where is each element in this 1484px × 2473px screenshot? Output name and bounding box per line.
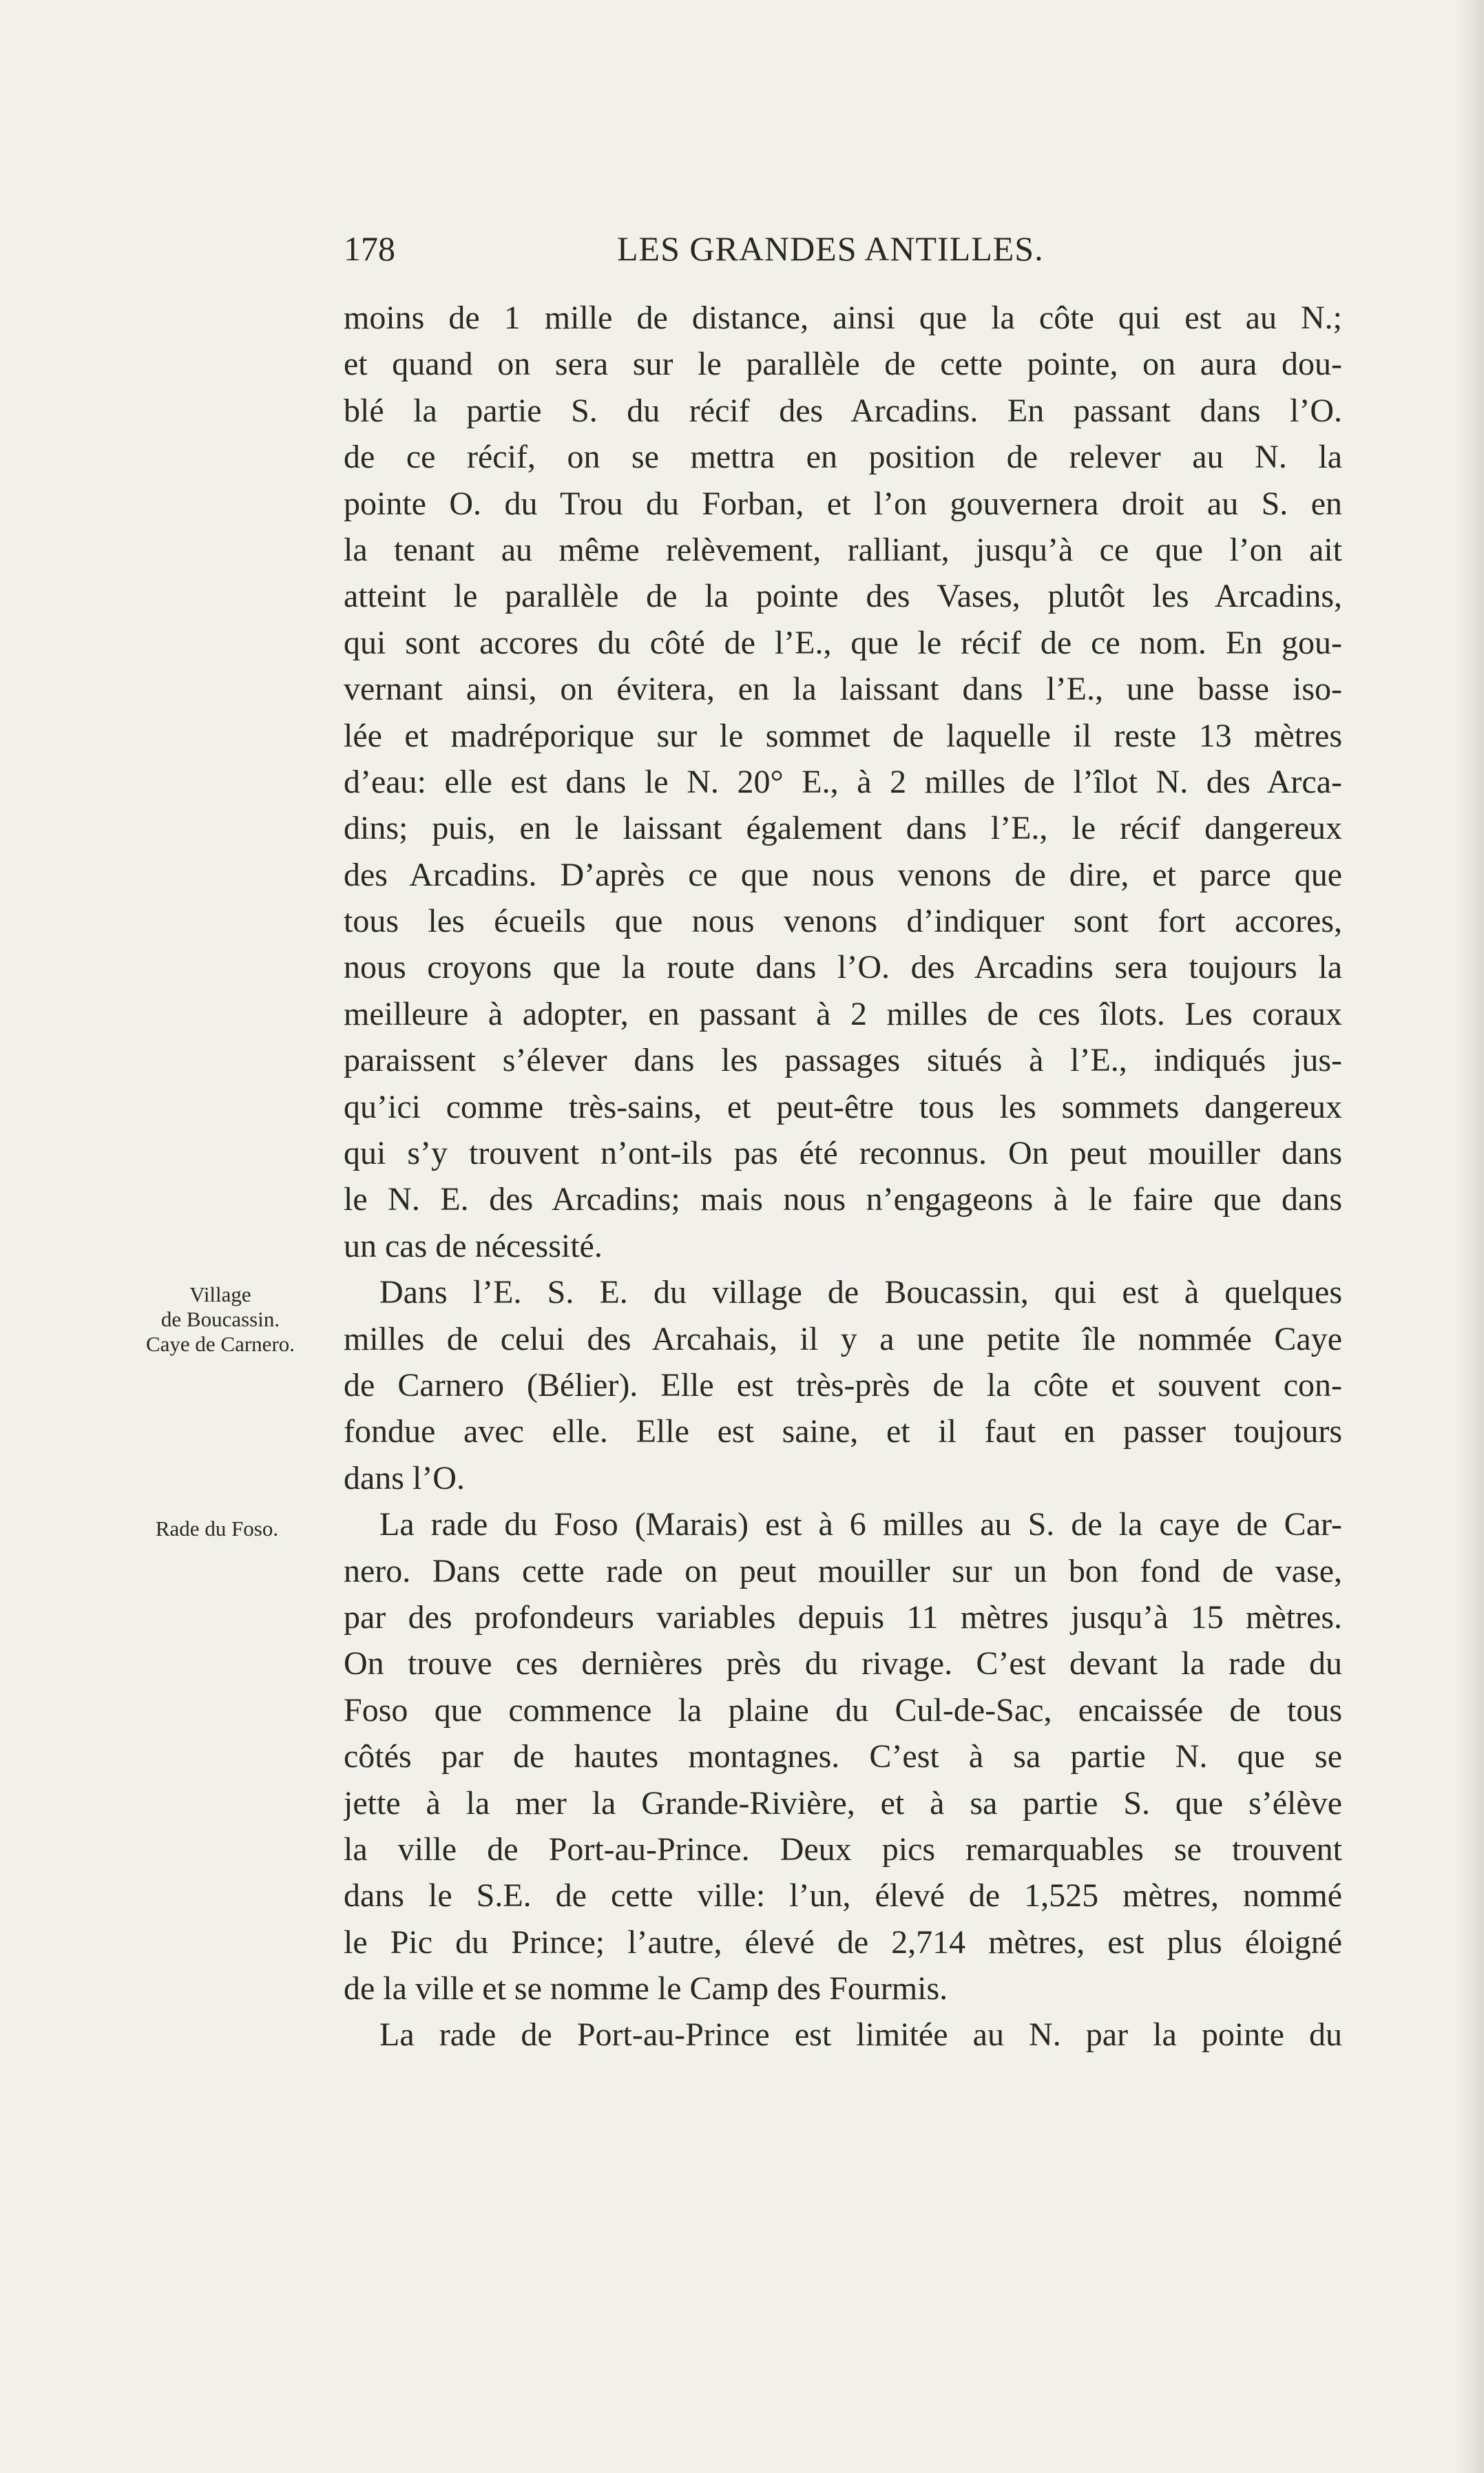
text-line: blé la partie S. du récif des Arcadins. En passant dans l’O.: [344, 392, 1342, 429]
text-line: jette à la mer la Grande-Rivière, et à sa partie S. que s’élève: [344, 1784, 1342, 1822]
text-line: de Carnero (Bélier). Elle est très-près de la côte et souvent con-: [344, 1366, 1342, 1404]
margin-note-boucassin: [117, 1282, 324, 1357]
text-line: la tenant au même relèvement, ralliant, jusqu’à ce que l’on ait: [344, 531, 1342, 568]
page-edge-shadow: [1456, 0, 1484, 2473]
margin-note-line: Rade du Foso.: [155, 1516, 279, 1541]
body-text: [344, 295, 1342, 2058]
text-line: meilleure à adopter, en passant à 2 milles de ces îlots. Les coraux: [344, 995, 1342, 1032]
text-line: paraissent s’élever dans les passages situés à l’E., indiqués jus-: [344, 1042, 1342, 1079]
text-line: qui sont accores du côté de l’E., que le récif de ce nom. En gou-: [344, 624, 1342, 661]
text-line: la ville de Port-au-Prince. Deux pics remarquables se trouvent: [344, 1830, 1342, 1868]
text-line: et quand on sera sur le parallèle de cette pointe, on aura dou-: [344, 346, 1342, 383]
text-line: nero. Dans cette rade on peut mouiller sur un bon fond de vase,: [344, 1552, 1342, 1589]
text-line: fondue avec elle. Elle est saine, et il faut en passer toujours: [344, 1413, 1342, 1450]
text-line: vernant ainsi, on évitera, en la laissant dans l’E., une basse iso-: [344, 671, 1342, 708]
text-line: qu’ici comme très-sains, et peut-être tous les sommets dangereux: [344, 1088, 1342, 1125]
text-line: Foso que commence la plaine du Cul-de-Sac, encaissée de tous: [344, 1691, 1342, 1729]
text-line: La rade de Port-au-Prince est limitée au N. par la pointe du: [379, 2016, 1342, 2054]
text-line: de la ville et se nomme le Camp des Fourmis.: [344, 1970, 948, 2007]
text-line: qui s’y trouvent n’ont-ils pas été reconnus. On peut mouiller dans: [344, 1135, 1342, 1172]
text-line: milles de celui des Arcahais, il y a une petite île nommée Caye: [344, 1320, 1342, 1357]
text-line: tous les écueils que nous venons d’indiquer sont fort accores,: [344, 903, 1342, 940]
text-line: des Arcadins. D’après ce que nous venons de dire, et parce que: [344, 856, 1342, 893]
text-line: pointe O. du Trou du Forban, et l’on gouvernera droit au S. en: [344, 485, 1342, 522]
text-line: nous croyons que la route dans l’O. des Arcadins sera toujours la: [344, 949, 1342, 986]
text-line: dins; puis, en le laissant également dans l’E., le récif dangereux: [344, 810, 1342, 847]
text-line: atteint le parallèle de la pointe des Vases, plutôt les Arcadins,: [344, 578, 1342, 615]
text-line: dans le S.E. de cette ville: l’un, élevé de 1,525 mètres, nommé: [344, 1877, 1342, 1914]
text-line: d’eau: elle est dans le N. 20° E., à 2 milles de l’îlot N. des Arca-: [344, 763, 1342, 800]
text-line: Dans l’E. S. E. du village de Boucassin, qui est à quelques: [379, 1274, 1342, 1311]
margin-note-foso: [114, 1516, 320, 1541]
page-number: 178: [344, 229, 395, 268]
text-line: le N. E. des Arcadins; mais nous n’engageons à le faire que dans: [344, 1181, 1342, 1218]
running-title: LES GRANDES ANTILLES.: [617, 229, 1044, 268]
text-line: dans l’O.: [344, 1459, 465, 1496]
text-line: le Pic du Prince; l’autre, élevé de 2,714 mètres, est plus éloigné: [344, 1923, 1342, 1961]
text-line: un cas de nécessité.: [344, 1227, 603, 1264]
text-line: côtés par de hautes montagnes. C’est à sa partie N. que se: [344, 1738, 1342, 1775]
margin-note-line: de Boucassin.: [160, 1307, 280, 1331]
running-header: [344, 229, 1342, 277]
text-line: par des profondeurs variables depuis 11 mètres jusqu’à 15 mètres.: [344, 1598, 1342, 1636]
text-line: lée et madréporique sur le sommet de laquelle il reste 13 mètres: [344, 717, 1342, 754]
text-line: On trouve ces dernières près du rivage. C’est devant la rade du: [344, 1645, 1342, 1682]
text-line: La rade du Foso (Marais) est à 6 milles au S. de la caye de Car-: [379, 1506, 1342, 1543]
margin-note-line: Village: [189, 1282, 251, 1306]
text-line: moins de 1 mille de distance, ainsi que la côte qui est au N.;: [344, 300, 1342, 336]
margin-note-line: Caye de Carnero.: [145, 1332, 295, 1356]
text-line: de ce récif, on se mettra en position de relever au N. la: [344, 439, 1342, 476]
